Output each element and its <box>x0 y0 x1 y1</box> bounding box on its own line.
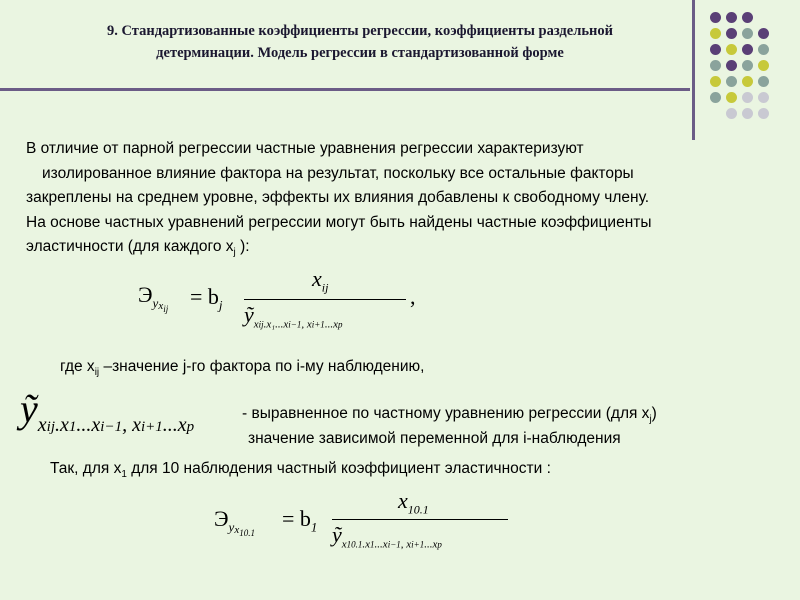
body-line-5: эластичности (для каждого $x_j$ ): <box>26 238 250 259</box>
title-line-1: 9. Стандартизованные коэффициенты регрессии, коэффициенты раздельной <box>107 23 613 39</box>
body-line-2: изолированное влияние фактора на результат, поскольку все остальные факторы <box>42 164 634 182</box>
decorative-dot-grid <box>710 12 776 124</box>
example-line: Так, для $x_1$ для 10 наблюдения частный коэффициент эластичности : <box>50 460 551 481</box>
formula1-denominator: ỹ$_{xij.x_1...xi-1, xi+1...xp}$ <box>244 302 343 331</box>
where-line: где $x_{ij}$ –значение j-го фактора по i-му наблюдению, <box>60 358 425 379</box>
dot <box>726 60 737 71</box>
title-line-2: детерминации. Модель регрессии в стандартизованной форме <box>156 45 564 61</box>
formula1-lhs: $Э_{yxij}$ <box>138 282 169 315</box>
dot <box>758 60 769 71</box>
dot <box>758 28 769 39</box>
body-line-1: В отличие от парной регрессии частные уравнения регрессии характеризуют <box>26 140 584 157</box>
dot <box>742 60 753 71</box>
slide-title <box>40 20 680 64</box>
header-vertical-rule <box>692 0 695 140</box>
formula2-denominator: ỹ$_{x10.1.x1...xi-1, xi+1...xp}$ <box>332 522 442 551</box>
formula1-comma: , <box>410 284 416 309</box>
dot <box>726 12 737 23</box>
formula2-fraction-bar <box>332 519 508 520</box>
dot <box>758 92 769 103</box>
dot <box>710 44 721 55</box>
dot <box>710 28 721 39</box>
dot <box>710 92 721 103</box>
dot <box>742 76 753 87</box>
dot <box>726 92 737 103</box>
dot <box>726 44 737 55</box>
dot <box>758 76 769 87</box>
formula1-fraction-bar <box>244 299 406 300</box>
body-line-4: На основе частных уравнений регрессии могут быть найдены частные коэффициенты <box>26 213 652 231</box>
dot <box>742 108 753 119</box>
body-line-3: закреплены на среднем уровне, эффекты их влияния добавлены к свободному члену. <box>26 189 650 206</box>
dot <box>726 108 737 119</box>
header-horizontal-rule <box>0 88 690 91</box>
dot <box>742 44 753 55</box>
explain-line-1: - выравненное по частному уравнению регрессии (для $x_j$) <box>242 405 657 426</box>
y-tilde-symbol: ỹ$_{xij.x1...xi-1, xi+1...xp}$ <box>20 386 195 436</box>
dot <box>710 12 721 23</box>
dot <box>710 60 721 71</box>
explain-line-2: значение зависимой переменной для i-наблюдения <box>248 430 621 447</box>
dot <box>758 44 769 55</box>
dot <box>758 108 769 119</box>
dot <box>742 92 753 103</box>
dot <box>726 28 737 39</box>
dot <box>742 12 753 23</box>
body-paragraph <box>26 137 786 266</box>
formula2-lhs: $Э_{yx10.1}$ <box>214 506 255 539</box>
dot <box>742 28 753 39</box>
dot <box>726 76 737 87</box>
formula2-coef: = $b_1$ <box>282 506 318 535</box>
dot <box>710 76 721 87</box>
formula1-numerator: $x_{ij}$ <box>312 266 329 295</box>
formula1-coef: = $b_j$ <box>190 284 223 313</box>
formula2-numerator: $x_{10.1}$ <box>398 488 429 517</box>
